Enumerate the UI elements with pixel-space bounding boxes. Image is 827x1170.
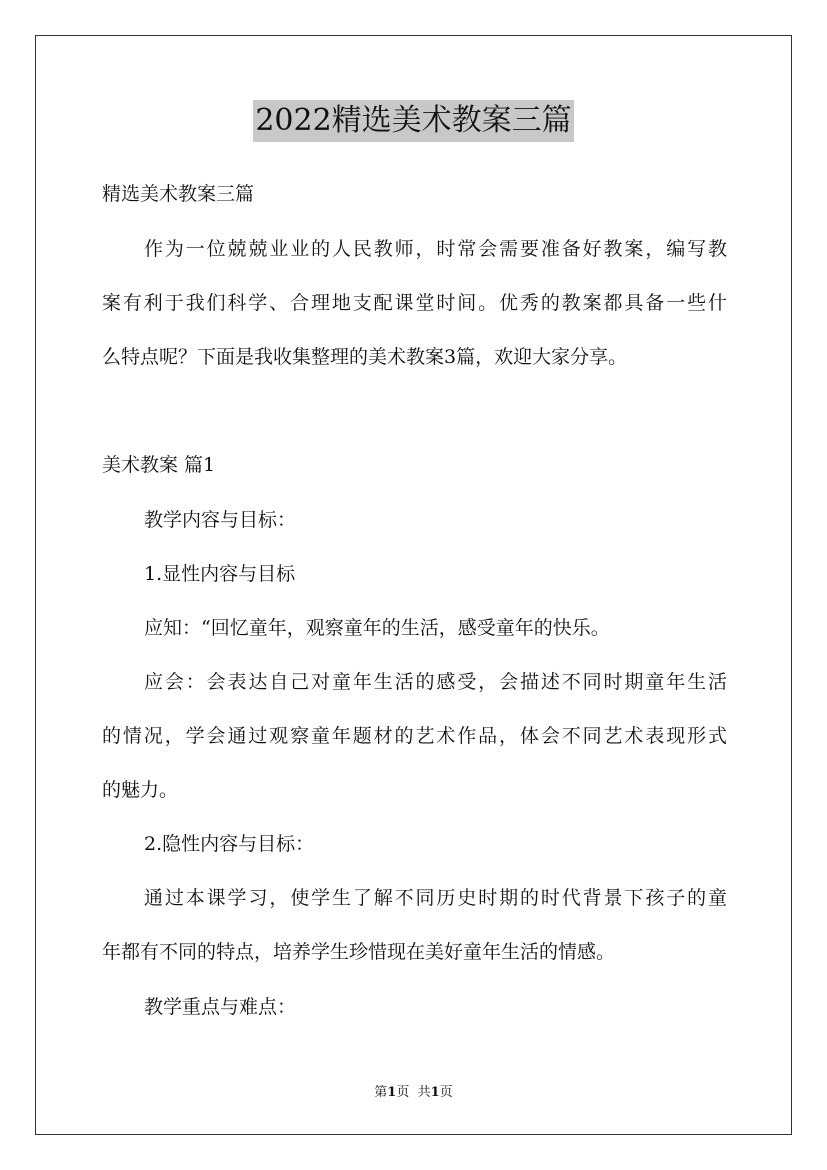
- paragraph-line: 应会：会表达自己对童年生活的感受，会描述不同时期童年生活: [144, 671, 727, 693]
- footer-total-pages: 1: [430, 1085, 440, 1100]
- paragraph-line: 1.显性内容与目标: [144, 563, 296, 585]
- footer-page-suffix: 页: [396, 1085, 410, 1100]
- paragraph-line: 教学内容与目标：: [144, 509, 297, 531]
- page-footer: [0, 1084, 827, 1102]
- footer-page-number: 1: [387, 1085, 397, 1100]
- title-wrapper: [0, 100, 827, 142]
- footer-total-prefix: 共: [417, 1085, 431, 1100]
- footer-page-prefix: 第: [374, 1085, 388, 1100]
- paragraph-line: 年都有不同的特点，培养学生珍惜现在美好童年生活的情感。: [102, 941, 616, 963]
- paragraph-line: 作为一位兢兢业业的人民教师，时常会需要准备好教案，编写教: [144, 238, 727, 260]
- paragraph-line: 通过本课学习，使学生了解不同历史时期的时代背景下孩子的童: [144, 887, 727, 909]
- paragraph-line: 2.隐性内容与目标：: [144, 833, 315, 855]
- footer-total-suffix: 页: [439, 1085, 453, 1100]
- paragraph-line: 应知：“回忆童年，观察童年的生活，感受童年的快乐。: [144, 617, 610, 639]
- document-title: 2022精选美术教案三篇: [253, 100, 573, 142]
- paragraph-line: 的魅力。: [102, 779, 179, 801]
- section-heading: 美术教案 篇1: [102, 454, 216, 476]
- paragraph-line: 的情况，学会通过观察童年题材的艺术作品，体会不同艺术表现形式: [102, 725, 727, 747]
- paragraph-line: 教学重点与难点：: [144, 996, 297, 1018]
- subtitle: 精选美术教案三篇: [102, 183, 255, 205]
- paragraph-line: 案有利于我们科学、合理地支配课堂时间。优秀的教案都具备一些什: [102, 292, 727, 314]
- paragraph-line: 么特点呢？下面是我收集整理的美术教案3篇，欢迎大家分享。: [102, 346, 628, 368]
